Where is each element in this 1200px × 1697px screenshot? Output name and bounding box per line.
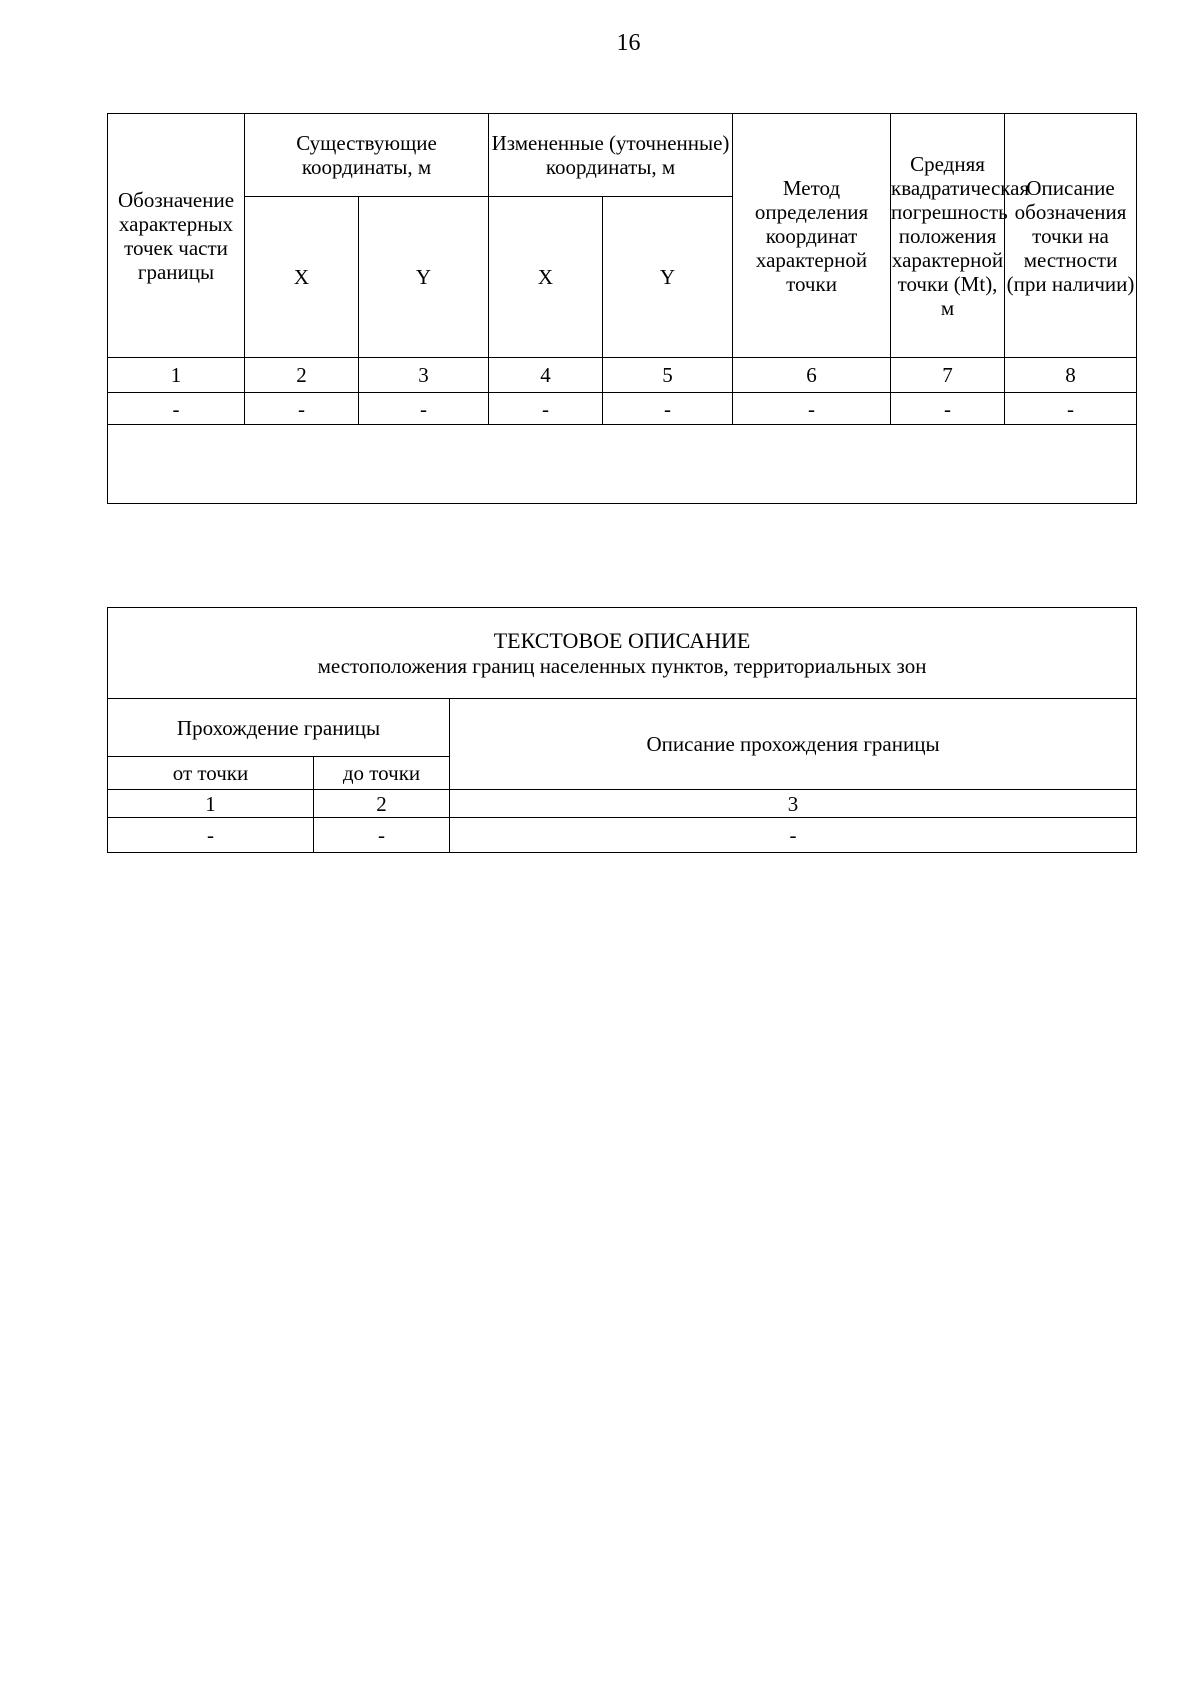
table-subtitle: местоположения границ населенных пунктов, территориальных зон — [317, 654, 927, 678]
table-row — [108, 393, 1137, 425]
header-point-designation: Обозначение характерных точек части границы — [108, 114, 245, 358]
table-row — [108, 818, 1137, 853]
table-cell: - — [891, 393, 1005, 425]
header-existing-x: X — [245, 197, 359, 358]
header-changed-x: X — [489, 197, 603, 358]
column-number: 1 — [108, 358, 245, 393]
header-to-point: до точки — [314, 757, 450, 790]
characteristic-points-table — [107, 113, 1137, 504]
table-cell: - — [245, 393, 359, 425]
header-boundary-passage: Прохождение границы — [108, 699, 450, 757]
header-method: Метод определения координат характерной точки — [733, 114, 891, 358]
table-title — [108, 608, 1137, 699]
column-number: 4 — [489, 358, 603, 393]
header-changed-coordinates: Измененные (уточненные) координаты, м — [489, 114, 733, 197]
table-cell: - — [450, 818, 1137, 853]
table-title-text: ТЕКСТОВОЕ ОПИСАНИЕ — [493, 628, 751, 653]
header-existing-coordinates: Существующие координаты, м — [245, 114, 489, 197]
header-existing-y: Y — [359, 197, 489, 358]
table-cell: - — [1005, 393, 1137, 425]
table-cell: - — [733, 393, 891, 425]
empty-row — [108, 425, 1137, 504]
column-number: 3 — [450, 790, 1137, 818]
column-number: 2 — [245, 358, 359, 393]
column-number: 1 — [108, 790, 314, 818]
header-boundary-description: Описание прохождения границы — [450, 699, 1137, 790]
table-cell: - — [603, 393, 733, 425]
table-cell: - — [108, 818, 314, 853]
column-number-row — [108, 358, 1137, 393]
table-cell: - — [359, 393, 489, 425]
header-mean-square-error: Средняя квадратическая погрешность положения характерной точки (Mt), м — [891, 114, 1005, 358]
table-cell: - — [314, 818, 450, 853]
column-number: 3 — [359, 358, 489, 393]
header-from-point: от точки — [108, 757, 314, 790]
column-number: 2 — [314, 790, 450, 818]
column-number-row — [108, 790, 1137, 818]
header-point-description: Описание обозначения точки на местности (при наличии) — [1005, 114, 1137, 358]
page-number: 16 — [616, 30, 641, 56]
column-number: 8 — [1005, 358, 1137, 393]
empty-cell — [108, 425, 1137, 504]
column-number: 6 — [733, 358, 891, 393]
header-changed-y: Y — [603, 197, 733, 358]
table-cell: - — [108, 393, 245, 425]
table-cell: - — [489, 393, 603, 425]
text-description-table — [107, 607, 1137, 853]
column-number: 5 — [603, 358, 733, 393]
column-number: 7 — [891, 358, 1005, 393]
